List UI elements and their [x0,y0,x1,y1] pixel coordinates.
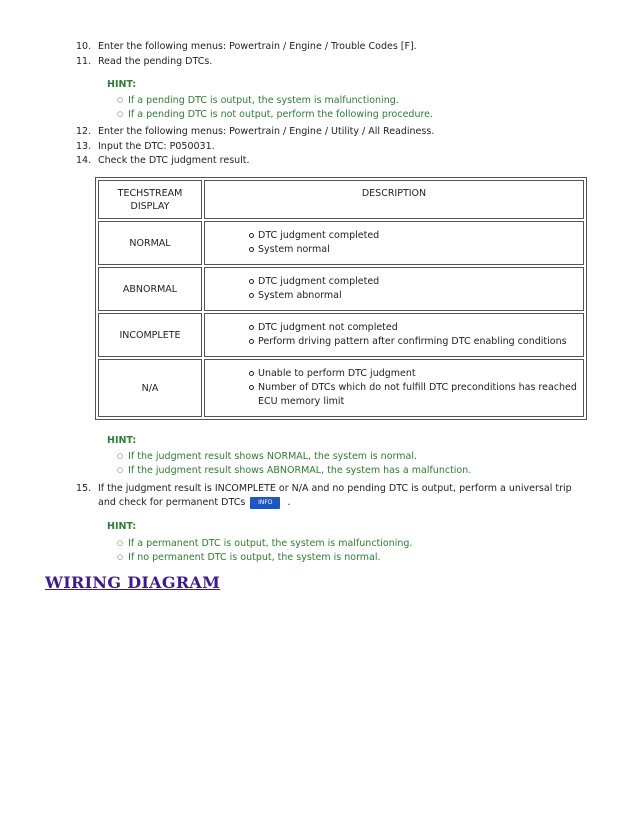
step-suffix: . [287,497,291,508]
table-row [98,267,584,311]
table-header-row [98,180,584,219]
step-text: Check the DTC judgment result. [98,155,250,166]
step-10 [76,40,417,54]
step-14 [76,154,250,168]
step-12 [76,125,434,139]
step-number: 10. [76,41,92,52]
hint-item: ○ If a pending DTC is not output, perform the following procedure. [117,108,433,122]
description-item: DTC judgment not completed [249,321,583,335]
description-cell [204,221,584,265]
description-item: DTC judgment completed [249,229,583,243]
description-item: Unable to perform DTC judgment [249,367,583,381]
display-cell: INCOMPLETE [98,313,202,357]
header-techstream-display [98,180,202,219]
wiring-diagram-link[interactable]: WIRING DIAGRAM [45,573,221,592]
description-item: Perform driving pattern after confirming DTC enabling conditions [249,335,583,349]
hint-item: ○ If a pending DTC is output, the system is malfunctioning. [117,94,433,108]
step-15 [76,482,572,496]
hint-list [117,94,433,122]
description-item: System normal [249,243,583,257]
table-row [98,221,584,265]
step-text: Enter the following menus: Powertrain / Engine / Utility / All Readiness. [98,126,435,137]
description-cell [204,313,584,357]
step-11 [76,55,212,69]
display-cell: NORMAL [98,221,202,265]
description-item: DTC judgment completed [249,275,583,289]
step-text: Enter the following menus: Powertrain / Engine / Trouble Codes [F]. [98,41,417,52]
hint-list [117,537,412,565]
hint-item: ○ If no permanent DTC is output, the system is normal. [117,551,412,565]
description-item: Number of DTCs which do not fulfill DTC preconditions has reached [249,381,583,395]
hint-item: ○ If a permanent DTC is output, the system is malfunctioning. [117,537,412,551]
description-continuation: ECU memory limit [258,396,345,407]
description-cell [204,359,584,417]
step-number: 13. [76,141,92,152]
step-number: 14. [76,155,92,166]
step-text: Input the DTC: P050031. [98,141,215,152]
step-number: 12. [76,126,92,137]
step-text: and check for permanent DTCs [98,497,246,508]
step-text: Read the pending DTCs. [98,56,213,67]
hint-item: ○ If the judgment result shows NORMAL, the system is normal. [117,450,471,464]
description-cell [204,267,584,311]
header-line: TECHSTREAM [117,187,183,199]
dtc-judgment-table [95,177,587,420]
description-item: System abnormal [249,289,583,303]
hint-title: HINT: [107,521,137,532]
step-13 [76,140,215,154]
info-button[interactable]: INFO [250,497,280,509]
header-line: DISPLAY [130,200,170,212]
hint-title: HINT: [107,435,137,446]
step-number: 15. [76,483,92,494]
header-description: DESCRIPTION [204,180,584,219]
hint-item: ○ If the judgment result shows ABNORMAL, the system has a malfunction. [117,464,471,478]
display-cell: N/A [98,359,202,417]
display-cell: ABNORMAL [98,267,202,311]
table-row [98,313,584,357]
table-row [98,359,584,417]
step-15-continuation [98,496,290,510]
hint-list [117,450,471,478]
step-number: 11. [76,56,92,67]
hint-title: HINT: [107,79,137,90]
step-text: If the judgment result is INCOMPLETE or N/A and no pending DTC is output, perform a universal trip [98,483,572,494]
